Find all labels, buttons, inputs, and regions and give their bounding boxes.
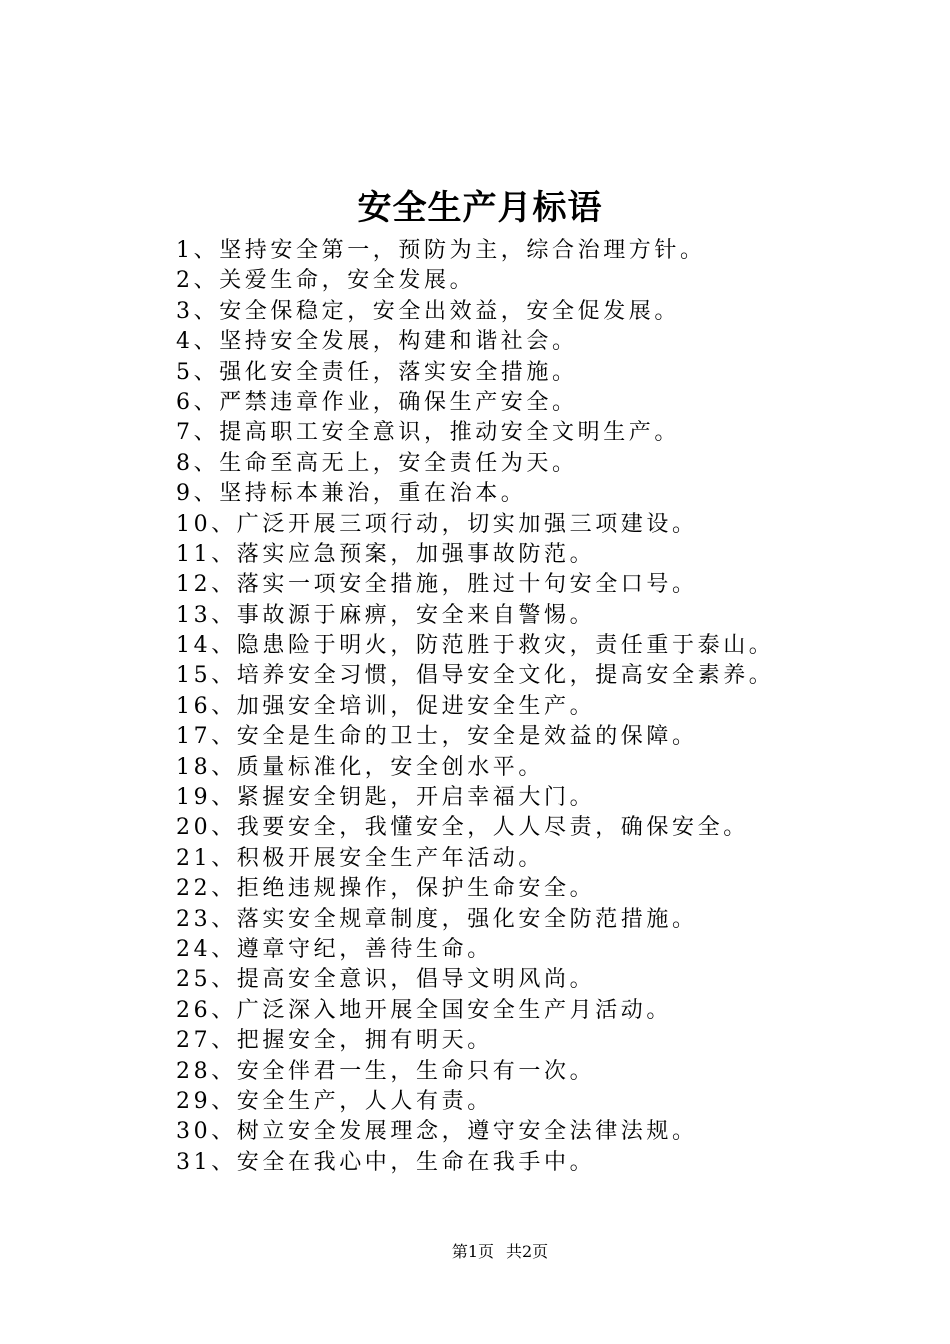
slogan-list <box>176 236 774 1178</box>
page-footer <box>0 1240 950 1264</box>
list-item: 24、遵章守纪，善待生命。 <box>176 936 493 962</box>
list-item: 27、把握安全，拥有明天。 <box>176 1028 493 1054</box>
page-number: 第1页 <box>451 1242 494 1261</box>
list-item: 13、事故源于麻痹，安全来自警惕。 <box>176 602 596 628</box>
list-item: 22、拒绝违规操作，保护生命安全。 <box>176 876 596 902</box>
list-item: 11、落实应急预案，加强事故防范。 <box>176 541 596 567</box>
list-item: 12、落实一项安全措施，胜过十句安全口号。 <box>176 572 698 598</box>
list-item: 31、安全在我心中，生命在我手中。 <box>176 1149 596 1175</box>
list-item: 6、严禁违章作业，确保生产安全。 <box>176 389 578 415</box>
list-item: 30、树立安全发展理念，遵守安全法律法规。 <box>176 1119 698 1145</box>
list-item: 28、安全伴君一生，生命只有一次。 <box>176 1058 596 1084</box>
list-item: 4、坚持安全发展，构建和谐社会。 <box>176 329 578 355</box>
list-item: 23、落实安全规章制度，强化安全防范措施。 <box>176 906 698 932</box>
document-title: 安全生产月标语 <box>357 188 603 228</box>
list-item: 7、提高职工安全意识，推动安全文明生产。 <box>176 420 680 446</box>
list-item: 2、关爱生命，安全发展。 <box>176 268 476 294</box>
list-item: 15、培养安全习惯，倡导安全文化，提高安全素养。 <box>176 663 775 689</box>
list-item: 25、提高安全意识，倡导文明风尚。 <box>176 967 596 993</box>
list-item: 8、生命至高无上，安全责任为天。 <box>176 450 578 476</box>
list-item: 14、隐患险于明火，防范胜于救灾，责任重于泰山。 <box>176 633 775 659</box>
list-item: 29、安全生产，人人有责。 <box>176 1088 493 1114</box>
list-item: 1、坚持安全第一，预防为主，综合治理方针。 <box>176 238 706 263</box>
list-item: 17、安全是生命的卫士，安全是效益的保障。 <box>176 724 698 750</box>
list-item: 16、加强安全培训，促进安全生产。 <box>176 693 596 719</box>
list-item: 20、我要安全，我懂安全，人人尽责，确保安全。 <box>176 815 749 841</box>
list-item: 3、安全保稳定，安全出效益，安全促发展。 <box>176 298 680 324</box>
list-item: 5、强化安全责任，落实安全措施。 <box>176 359 578 385</box>
list-item: 26、广泛深入地开展全国安全生产月活动。 <box>176 997 672 1023</box>
list-item: 19、紧握安全钥匙，开启幸福大门。 <box>176 785 596 811</box>
list-item: 9、坚持标本兼治，重在治本。 <box>176 481 527 507</box>
page-total: 共2页 <box>506 1242 549 1261</box>
list-item: 21、积极开展安全生产年活动。 <box>176 845 544 871</box>
list-item: 18、质量标准化，安全创水平。 <box>176 754 544 780</box>
list-item: 10、广泛开展三项行动，切实加强三项建设。 <box>176 511 698 537</box>
